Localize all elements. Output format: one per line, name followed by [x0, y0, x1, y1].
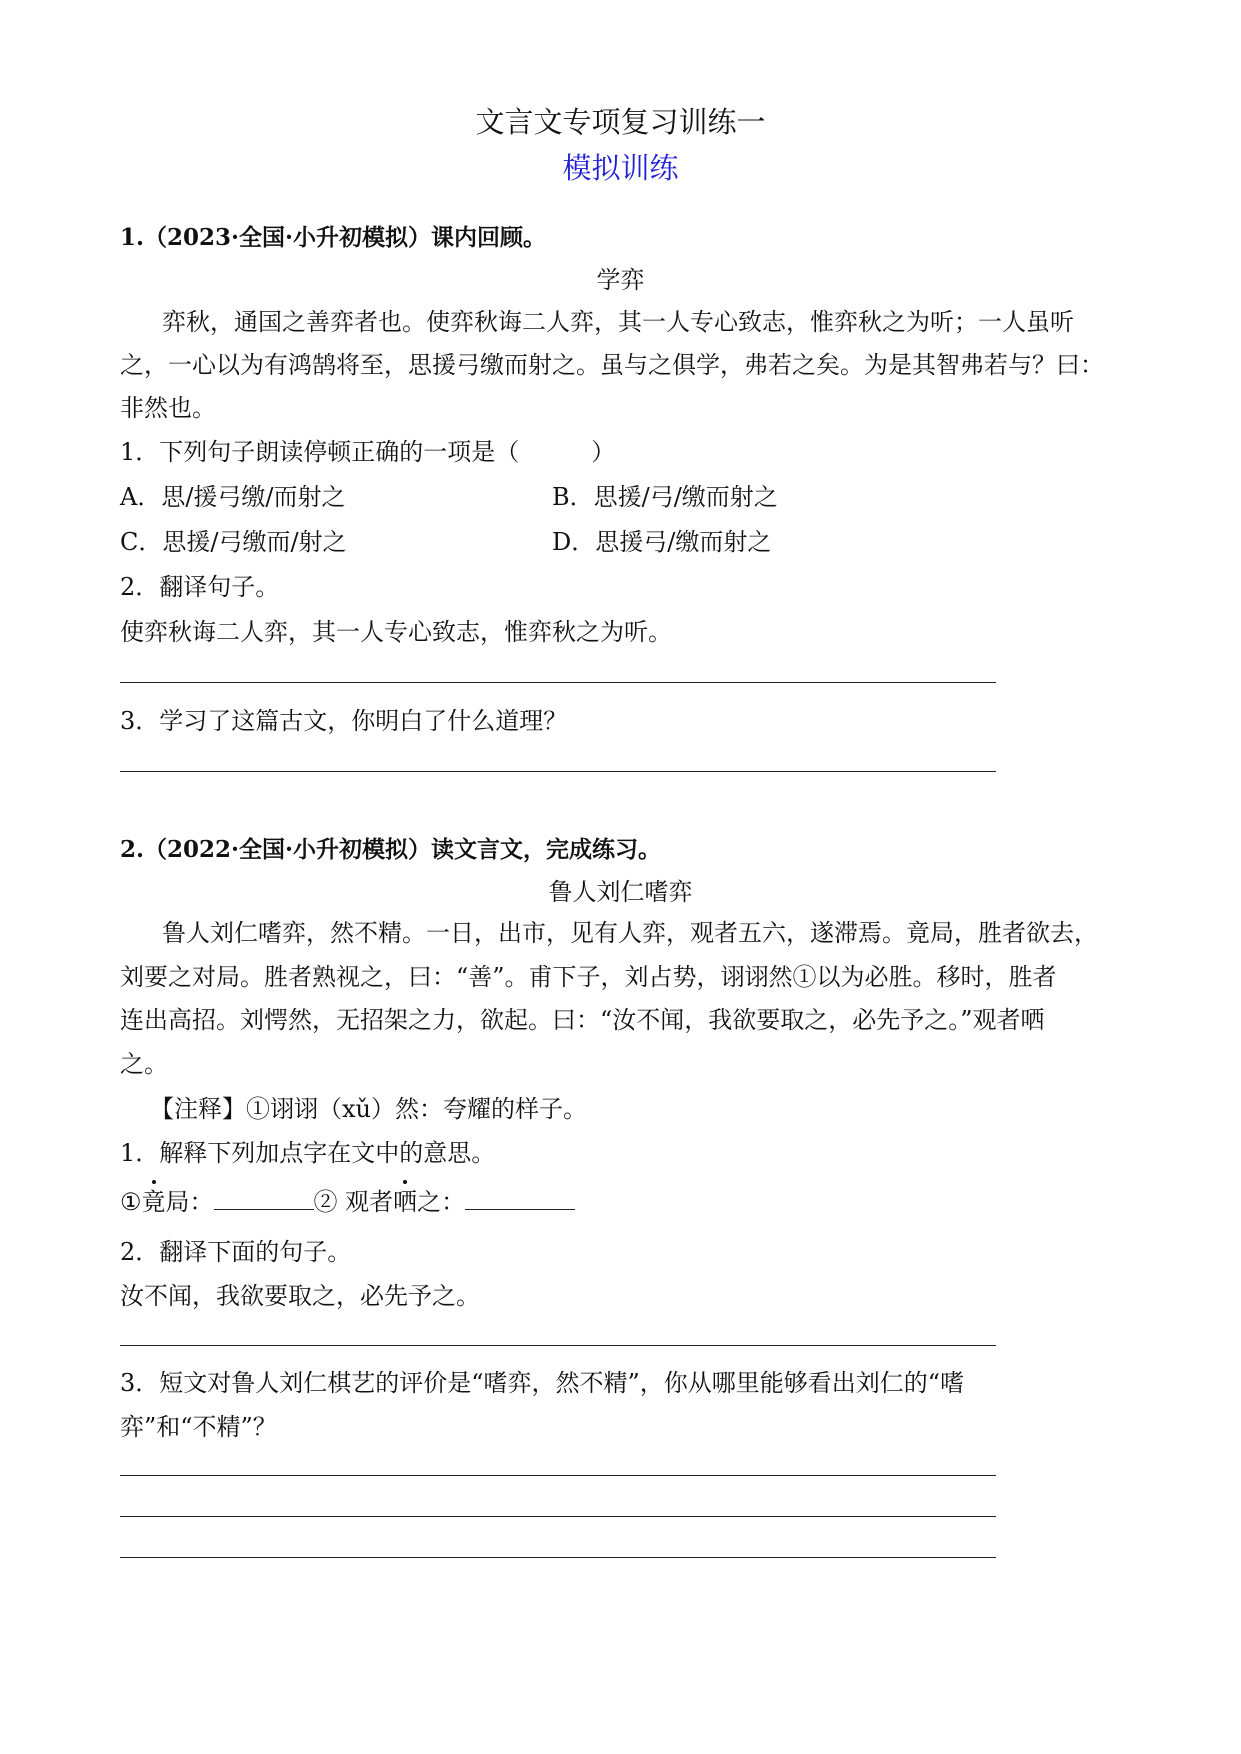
q2-header: 2.（2022·全国·小升初模拟）读文言文，完成练习。 [120, 836, 662, 863]
q1-sub3-answer-line[interactable] [120, 771, 996, 772]
q2-item1-suffix: 局： [165, 1188, 214, 1216]
q2-sub1-items [120, 1186, 575, 1218]
q1-option-a[interactable]: A．思/援弓缴/而射之 [120, 483, 346, 511]
q2-passage-line: 连出高招。刘愕然，无招架之力，欲起。曰：“汝不闻，我欲要取之，必先予之。”观者哂 [120, 1006, 1045, 1034]
q1-option-d[interactable]: D．思援弓/缴而射之 [552, 528, 772, 556]
q1-sub1-question: 1．下列句子朗读停顿正确的一项是（ ） [120, 438, 616, 466]
q2-item2-prefix: ② 观者 [313, 1188, 394, 1216]
q1-option-b[interactable]: B．思援/弓/缴而射之 [552, 483, 778, 511]
q1-sub3-question: 3．学习了这篇古文，你明白了什么道理？ [120, 707, 568, 735]
q1-passage-line: 弈秋，通国之善弈者也。使弈秋诲二人弈，其一人专心致志，惟弈秋之为听；一人虽听 [162, 308, 1074, 336]
q2-item2-dotted-char: 哂 [393, 1188, 418, 1216]
q2-sub2-answer-line[interactable] [120, 1345, 996, 1346]
q2-item2-suffix: 之： [417, 1188, 466, 1216]
q2-note: 【注释】①诩诩（xǔ）然：夸耀的样子。 [150, 1095, 587, 1123]
q2-sub3-question-line: 3．短文对鲁人刘仁棋艺的评价是“嗜弈，然不精”，你从哪里能够看出刘仁的“嗜 [120, 1369, 965, 1397]
q1-passage-title: 学弈 [596, 266, 645, 294]
q1-header: 1.（2023·全国·小升初模拟）课内回顾。 [120, 224, 547, 251]
q1-passage-line: 非然也。 [120, 394, 216, 422]
q2-item2-blank[interactable] [465, 1187, 575, 1210]
q2-passage-line: 刘要之对局。胜者熟视之，曰：“善”。甫下子，刘占势，诩诩然①以为必胜。移时，胜者 [120, 963, 1057, 991]
q2-sub2-question: 2．翻译下面的句子。 [120, 1238, 352, 1266]
q2-passage-title: 鲁人刘仁嗜弈 [548, 878, 693, 906]
q2-passage-line: 之。 [120, 1050, 168, 1078]
q1-sub2-question: 2．翻译句子。 [120, 573, 280, 601]
q2-sub3-answer-line[interactable] [120, 1557, 996, 1558]
q2-passage-line: 鲁人刘仁嗜弈，然不精。一日，出市，见有人弈，观者五六，遂滞焉。竟局，胜者欲去， [162, 919, 1098, 947]
page-subtitle: 模拟训练 [562, 151, 679, 185]
q2-sub1-question: 1．解释下列加点字在文中的意思。 [120, 1139, 496, 1167]
q2-sub2-sentence: 汝不闻，我欲要取之，必先予之。 [120, 1282, 480, 1310]
q2-sub3-answer-line[interactable] [120, 1516, 996, 1517]
q1-sub2-sentence: 使弈秋诲二人弈，其一人专心致志，惟弈秋之为听。 [120, 618, 672, 646]
q2-sub3-answer-line[interactable] [120, 1475, 996, 1476]
q1-passage-line: 之，一心以为有鸿鹄将至，思援弓缴而射之。虽与之俱学，弗若之矣。为是其智弗若与？曰： [120, 351, 1104, 379]
q2-item1-prefix: ① [120, 1188, 142, 1216]
q1-option-c[interactable]: C．思援/弓缴而/射之 [120, 528, 347, 556]
q1-sub2-answer-line[interactable] [120, 682, 996, 683]
page-title: 文言文专项复习训练一 [475, 105, 766, 139]
q2-item1-blank[interactable] [214, 1187, 314, 1210]
q2-item1-dotted-char: 竟 [141, 1188, 166, 1216]
q2-sub3-question-line: 弈”和“不精”？ [120, 1413, 277, 1441]
